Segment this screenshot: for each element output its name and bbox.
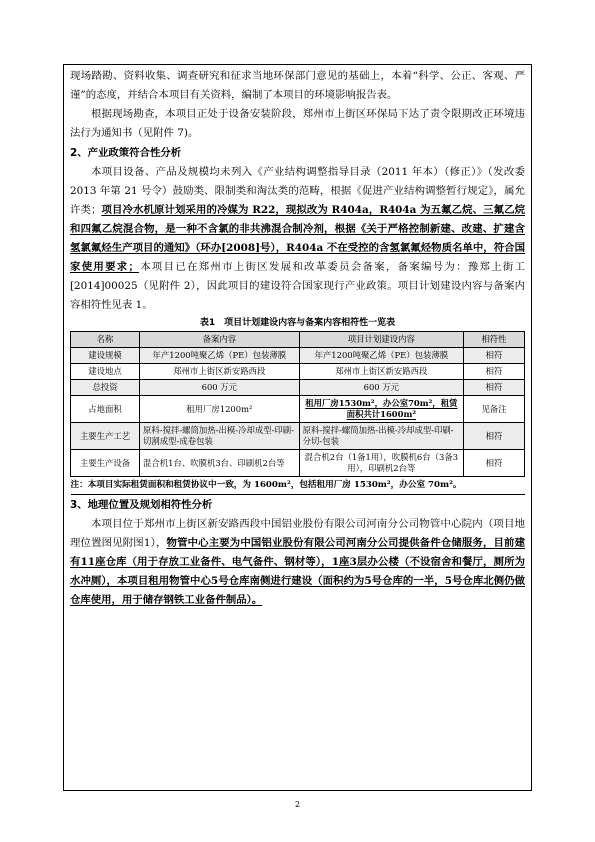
cell-name: 建设规模 [71,348,140,364]
header-filing: 备案内容 [140,332,300,348]
location-text-warehouse: 物管中心主要为中国铝业股份有限公司河南分公司提供备件仓储服务，目前建有11座仓库（用于存放工业备件、电气备件、钢材等），1座3层办公楼（不设宿舍和餐厅，厕所为水冲厕），本项目租用物管中心5号仓库南侧进行建设（面积约为5号仓库的一半，5号仓库北侧仍做仓库使用，用于储存钢铁工业备件制品）。 [70,537,525,606]
cell-plan: 租用厂房1530m²，办公室70m²，租赁面积共计1600m² [299,396,463,423]
page-number: 2 [294,800,301,809]
cell-match: 见备注 [464,396,525,423]
table-note: 注：本项目实际租赁面积和租赁协议中一致，为 1600m²，包括租用厂房 1530m²，办公室 70m²。 [71,477,525,495]
heading-industrial-policy: 2、产业政策符合性分析 [70,147,182,159]
cell-filing: 郑州市上街区新安路西段 [140,364,300,380]
header-plan: 项目计划建设内容 [299,332,463,348]
paragraph-intro: 现场踏勘、资料收集、调查研究和征求当地环保部门意见的基础上，本着“科学、公正、客观、严谨”的态度，并结合本项目有关资料，编制了本项目的环境影响报告表。 [70,70,525,101]
cell-name: 占地面积 [71,396,140,423]
cell-match: 相符 [464,380,525,396]
table-row [71,380,525,396]
header-match: 相符性 [464,332,525,348]
cell-match: 相符 [464,423,525,450]
location-text-part1: 本项目位于郑州市上街区新安路西段中国铝业股份有限公司河南分公司物管中心院内（项目地理位置图见附图1）， [70,518,525,549]
table-row [71,364,525,380]
cell-filing: 租用厂房1200m² [140,396,300,423]
cell-filing: 原料-搅拌-螺筒加热-出模-冷却成型-印刷-切割成型-成卷包装 [140,423,300,450]
table-row [71,396,525,423]
cell-name: 建设地点 [71,364,140,380]
cell-filing: 混合机1台、吹膜机3台、印刷机2台等 [140,450,300,477]
heading-location: 3、地理位置及规划相符性分析 [70,499,213,511]
cell-plan: 原料-搅拌-螺筒加热-出模-冷却成型-印刷-分切-包装 [299,423,463,450]
cell-plan: 混合机2台（1备1用），吹膜机6台（3备3用），印刷机2台等 [299,450,463,477]
policy-text-part1: 本项目设备、产品及规模均未列入《产业结构调整指导目录（2011 年本）（修正）》（发改委 2013 年第 21 号令）鼓励类、限制类和淘汰类的范畴，根据《促进产业结构调整暂行规定》，属允许类； [70,166,525,216]
page-frame [63,64,532,791]
cell-filing: 600 万元 [140,380,300,396]
table-note-row [71,477,525,495]
cell-name: 主要生产设备 [71,450,140,477]
cell-name: 总投资 [71,380,140,396]
cell-plan: 郑州市上街区新安路西段 [299,364,463,380]
compliance-table [70,331,525,495]
cell-match: 相符 [464,364,525,380]
cell-match: 相符 [464,450,525,477]
paragraph-site-survey: 根据现场勘查，本项目正处于设备安装阶段，郑州市上街区环保局下达了责令限期改正环境违法行为通知书（见附件 7)。 [70,108,525,139]
table-caption: 表1 项目计划建设内容与备案内容相符性一览表 [199,318,396,328]
cell-plan: 年产1200吨聚乙烯（PE）包装薄膜 [299,348,463,364]
policy-text-part2: 本项目已在郑州市上街区发展和改革委员会备案，备案编号为：豫郑上街工[2014]00025（见附件 2），因此项目的建设符合国家现行产业政策。项目计划建设内容与备案内容相符性见表 1。 [70,261,526,311]
table-row [71,348,525,364]
policy-text-refrigerant: 项目冷水机原计划采用的冷媒为 R22，现拟改为 R404a，R404a 为五氟乙烷、三氟乙烷和四氟乙烷混合物，是一种不含氯的非共沸混合制冷剂，根据《关于严格控制新建、改建、扩建含氢氯氟烃生产项目的通知》（环办[2008]号），R404a 不在受控的含氢氯氟烃物质名单中，符合国家使用要求； [70,204,525,273]
cell-plan: 600 万元 [299,380,463,396]
cell-name: 主要生产工艺 [71,423,140,450]
table-row [71,450,525,477]
table-row [71,423,525,450]
paragraph-location [70,515,525,610]
paragraph-industrial-policy [70,163,525,315]
cell-filing: 年产1200吨聚乙烯（PE）包装薄膜 [140,348,300,364]
table-header-row [71,332,525,348]
cell-match: 相符 [464,348,525,364]
page-content [64,65,531,610]
header-name: 名称 [71,332,140,348]
